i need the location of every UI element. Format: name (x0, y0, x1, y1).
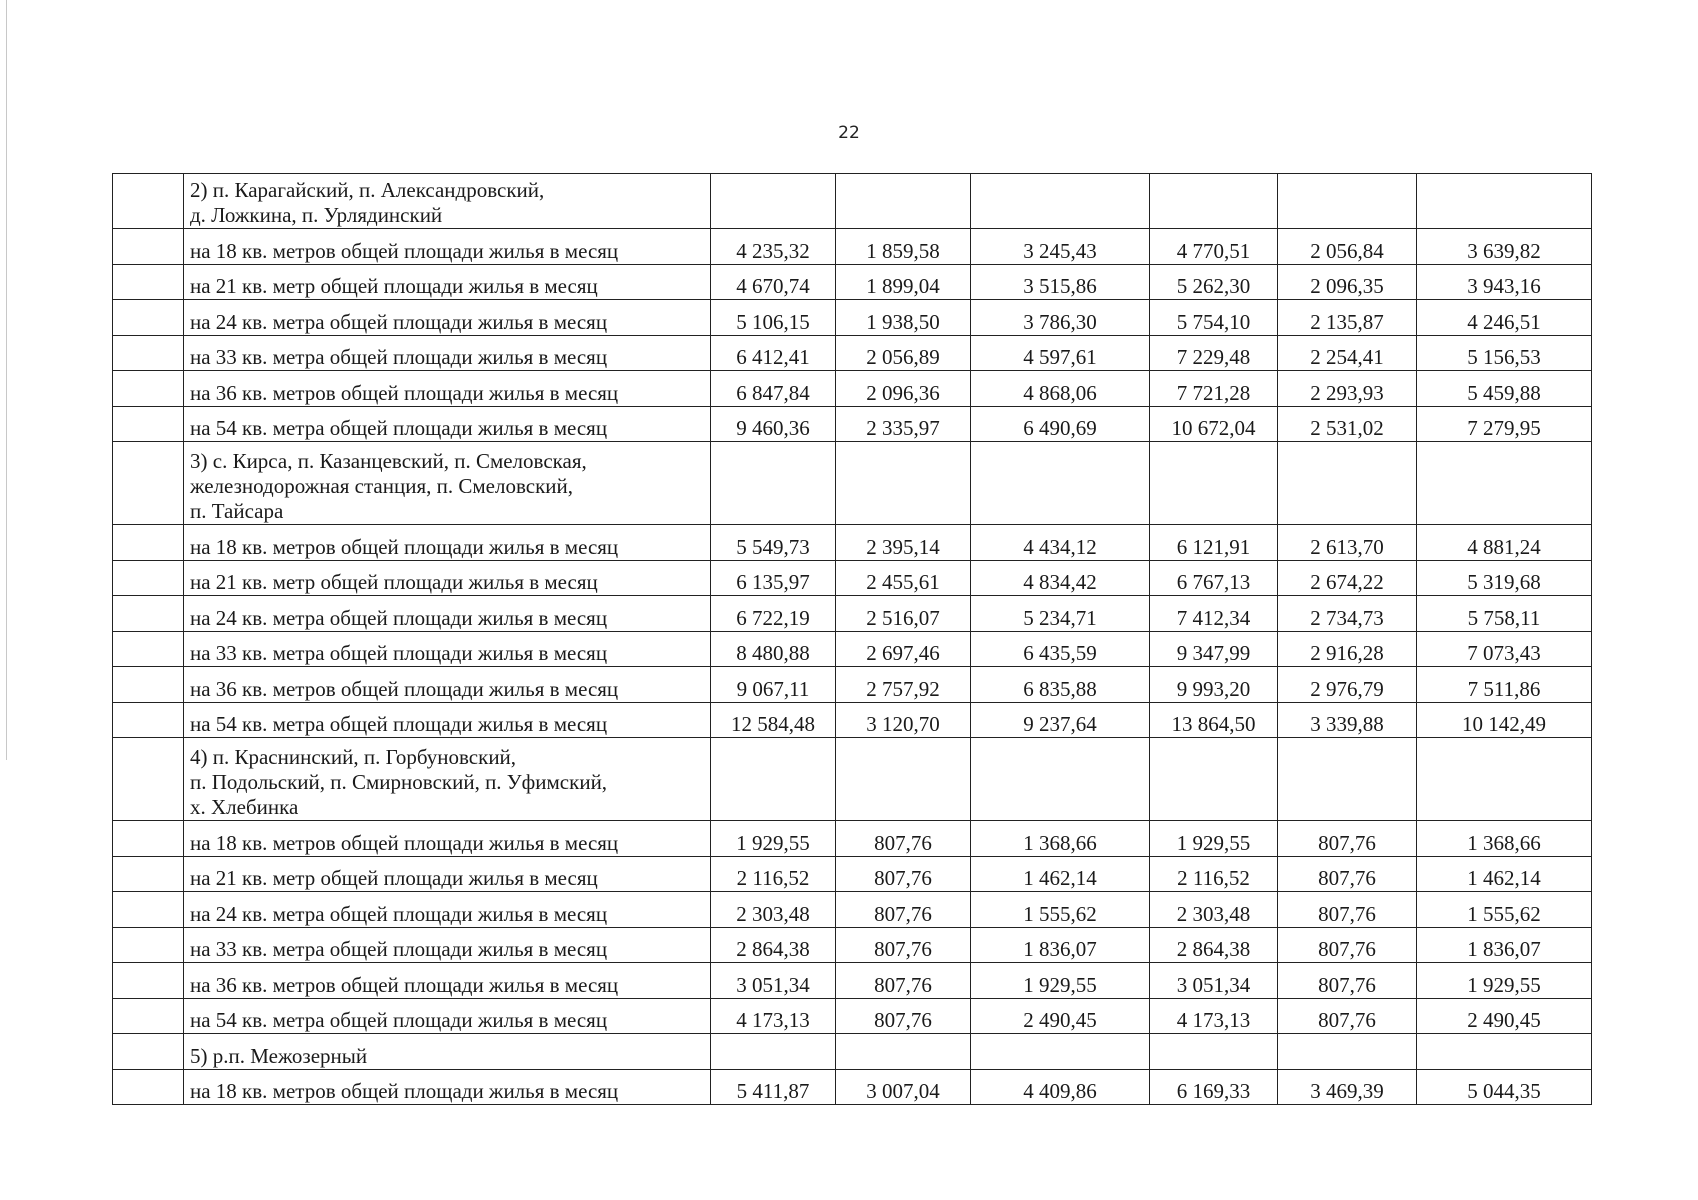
value-cell: 2 490,45 (1417, 998, 1592, 1034)
value-cell: 1 899,04 (836, 264, 971, 300)
value-cell: 1 368,66 (1417, 821, 1592, 857)
row-label-cell: на 33 кв. метра общей площади жилья в месяц (184, 335, 711, 371)
value-cell: 1 555,62 (1417, 892, 1592, 928)
value-cell: 3 120,70 (836, 702, 971, 738)
row-label-cell: на 24 кв. метра общей площади жилья в месяц (184, 596, 711, 632)
value-cell (711, 738, 836, 821)
value-cell (971, 738, 1150, 821)
table-row (113, 264, 1592, 300)
value-cell (1150, 442, 1278, 525)
value-cell: 3 051,34 (1150, 963, 1278, 999)
value-cell: 5 549,73 (711, 525, 836, 561)
row-label-cell: на 36 кв. метров общей площади жилья в месяц (184, 371, 711, 407)
group-title-cell (184, 442, 711, 525)
value-cell: 807,76 (836, 856, 971, 892)
tariff-table-body (113, 174, 1592, 1105)
value-cell: 4 246,51 (1417, 300, 1592, 336)
value-cell: 807,76 (1278, 927, 1417, 963)
table-row (113, 998, 1592, 1034)
value-cell: 2 395,14 (836, 525, 971, 561)
index-cell (113, 927, 184, 963)
index-cell (113, 667, 184, 703)
value-cell: 807,76 (1278, 856, 1417, 892)
value-cell: 1 929,55 (971, 963, 1150, 999)
row-label-cell: на 36 кв. метров общей площади жилья в месяц (184, 963, 711, 999)
table-row (113, 856, 1592, 892)
value-cell: 3 786,30 (971, 300, 1150, 336)
table-row (113, 596, 1592, 632)
index-cell (113, 998, 184, 1034)
value-cell: 6 169,33 (1150, 1069, 1278, 1105)
value-cell: 6 121,91 (1150, 525, 1278, 561)
value-cell: 807,76 (836, 821, 971, 857)
value-cell: 2 303,48 (1150, 892, 1278, 928)
group-title-line: 4) п. Краснинский, п. Горбуновский, (190, 745, 517, 769)
value-cell: 2 293,93 (1278, 371, 1417, 407)
group-title-line: п. Подольский, п. Смирновский, п. Уфимский, (190, 770, 608, 794)
table-row (113, 667, 1592, 703)
value-cell: 3 007,04 (836, 1069, 971, 1105)
row-label-cell: на 33 кв. метра общей площади жилья в месяц (184, 631, 711, 667)
value-cell: 3 339,88 (1278, 702, 1417, 738)
index-cell (113, 1034, 184, 1070)
value-cell: 2 734,73 (1278, 596, 1417, 632)
group-title-line: 2) п. Карагайский, п. Александровский, (190, 178, 545, 202)
value-cell: 3 943,16 (1417, 264, 1592, 300)
index-cell (113, 335, 184, 371)
index-cell (113, 738, 184, 821)
value-cell: 807,76 (1278, 998, 1417, 1034)
group-header-row (113, 738, 1592, 821)
value-cell: 2 916,28 (1278, 631, 1417, 667)
index-cell (113, 442, 184, 525)
group-title-line: х. Хлебинка (190, 795, 299, 819)
value-cell: 6 135,97 (711, 560, 836, 596)
row-label-cell: на 18 кв. метров общей площади жилья в месяц (184, 1069, 711, 1105)
value-cell: 6 435,59 (971, 631, 1150, 667)
value-cell: 2 455,61 (836, 560, 971, 596)
value-cell: 2 096,35 (1278, 264, 1417, 300)
value-cell (836, 174, 971, 229)
value-cell: 3 639,82 (1417, 229, 1592, 265)
value-cell (836, 1034, 971, 1070)
value-cell: 9 993,20 (1150, 667, 1278, 703)
index-cell (113, 229, 184, 265)
table-row (113, 821, 1592, 857)
value-cell: 4 235,32 (711, 229, 836, 265)
value-cell (836, 738, 971, 821)
value-cell (1417, 174, 1592, 229)
value-cell: 2 135,87 (1278, 300, 1417, 336)
row-label-cell: на 18 кв. метров общей площади жилья в месяц (184, 229, 711, 265)
value-cell: 2 303,48 (711, 892, 836, 928)
value-cell: 2 674,22 (1278, 560, 1417, 596)
value-cell: 2 116,52 (711, 856, 836, 892)
value-cell: 6 722,19 (711, 596, 836, 632)
group-title-line: д. Ложкина, п. Урлядинский (190, 203, 443, 227)
value-cell: 10 142,49 (1417, 702, 1592, 738)
value-cell: 5 234,71 (971, 596, 1150, 632)
value-cell (836, 442, 971, 525)
index-cell (113, 963, 184, 999)
group-header-row (113, 1034, 1592, 1070)
value-cell: 1 462,14 (971, 856, 1150, 892)
group-title-cell (184, 738, 711, 821)
value-cell (1150, 1034, 1278, 1070)
value-cell: 5 411,87 (711, 1069, 836, 1105)
value-cell: 2 864,38 (711, 927, 836, 963)
value-cell: 6 412,41 (711, 335, 836, 371)
value-cell: 2 056,89 (836, 335, 971, 371)
value-cell: 2 516,07 (836, 596, 971, 632)
value-cell: 2 056,84 (1278, 229, 1417, 265)
value-cell (1278, 174, 1417, 229)
value-cell: 1 938,50 (836, 300, 971, 336)
table-row (113, 560, 1592, 596)
value-cell: 4 173,13 (711, 998, 836, 1034)
index-cell (113, 300, 184, 336)
value-cell (711, 1034, 836, 1070)
index-cell (113, 371, 184, 407)
table-row (113, 1069, 1592, 1105)
value-cell: 9 460,36 (711, 406, 836, 442)
value-cell (1150, 174, 1278, 229)
value-cell: 2 976,79 (1278, 667, 1417, 703)
value-cell: 2 490,45 (971, 998, 1150, 1034)
index-cell (113, 702, 184, 738)
value-cell: 2 335,97 (836, 406, 971, 442)
group-title-line: п. Тайсара (190, 499, 284, 523)
value-cell: 2 697,46 (836, 631, 971, 667)
row-label-cell: на 18 кв. метров общей площади жилья в месяц (184, 525, 711, 561)
row-label-cell: на 18 кв. метров общей площади жилья в месяц (184, 821, 711, 857)
value-cell (711, 174, 836, 229)
value-cell: 6 847,84 (711, 371, 836, 407)
value-cell: 4 670,74 (711, 264, 836, 300)
value-cell: 1 859,58 (836, 229, 971, 265)
value-cell: 7 229,48 (1150, 335, 1278, 371)
value-cell: 6 835,88 (971, 667, 1150, 703)
value-cell: 8 480,88 (711, 631, 836, 667)
value-cell: 1 836,07 (971, 927, 1150, 963)
row-label-cell: на 21 кв. метр общей площади жилья в месяц (184, 560, 711, 596)
value-cell: 5 156,53 (1417, 335, 1592, 371)
value-cell (1417, 1034, 1592, 1070)
value-cell (711, 442, 836, 525)
row-label-cell: на 54 кв. метра общей площади жилья в месяц (184, 998, 711, 1034)
index-cell (113, 596, 184, 632)
index-cell (113, 560, 184, 596)
row-label-cell: на 24 кв. метра общей площади жилья в месяц (184, 892, 711, 928)
value-cell: 10 672,04 (1150, 406, 1278, 442)
value-cell: 2 254,41 (1278, 335, 1417, 371)
value-cell: 4 409,86 (971, 1069, 1150, 1105)
row-label-cell: на 36 кв. метров общей площади жилья в месяц (184, 667, 711, 703)
value-cell: 2 116,52 (1150, 856, 1278, 892)
value-cell: 5 106,15 (711, 300, 836, 336)
row-label-cell: на 33 кв. метра общей площади жилья в месяц (184, 927, 711, 963)
index-cell (113, 631, 184, 667)
index-cell (113, 174, 184, 229)
group-title-cell (184, 174, 711, 229)
table-row (113, 963, 1592, 999)
value-cell: 2 613,70 (1278, 525, 1417, 561)
value-cell: 5 044,35 (1417, 1069, 1592, 1105)
value-cell: 12 584,48 (711, 702, 836, 738)
value-cell: 5 262,30 (1150, 264, 1278, 300)
value-cell: 13 864,50 (1150, 702, 1278, 738)
scan-margin-line (6, 0, 7, 760)
value-cell: 3 469,39 (1278, 1069, 1417, 1105)
table-row (113, 300, 1592, 336)
value-cell: 6 490,69 (971, 406, 1150, 442)
value-cell: 1 929,55 (1417, 963, 1592, 999)
page-number: 22 (838, 123, 860, 143)
value-cell: 5 319,68 (1417, 560, 1592, 596)
value-cell: 2 757,92 (836, 667, 971, 703)
table-row (113, 702, 1592, 738)
value-cell: 6 767,13 (1150, 560, 1278, 596)
table-row (113, 406, 1592, 442)
value-cell: 1 368,66 (971, 821, 1150, 857)
value-cell (1417, 442, 1592, 525)
table-row (113, 631, 1592, 667)
table-row (113, 892, 1592, 928)
value-cell: 3 515,86 (971, 264, 1150, 300)
index-cell (113, 525, 184, 561)
group-title-line: железнодорожная станция, п. Смеловский, (190, 474, 574, 498)
index-cell (113, 1069, 184, 1105)
value-cell: 9 347,99 (1150, 631, 1278, 667)
value-cell: 7 511,86 (1417, 667, 1592, 703)
value-cell (971, 1034, 1150, 1070)
value-cell: 4 597,61 (971, 335, 1150, 371)
row-label-cell: на 24 кв. метра общей площади жилья в месяц (184, 300, 711, 336)
index-cell (113, 892, 184, 928)
value-cell (1150, 738, 1278, 821)
group-title-line: 3) с. Кирса, п. Казанцевский, п. Смеловская, (190, 449, 587, 473)
value-cell (971, 174, 1150, 229)
value-cell: 4 434,12 (971, 525, 1150, 561)
index-cell (113, 821, 184, 857)
value-cell: 7 721,28 (1150, 371, 1278, 407)
value-cell: 3 245,43 (971, 229, 1150, 265)
group-header-row (113, 442, 1592, 525)
value-cell (1278, 1034, 1417, 1070)
table-row (113, 229, 1592, 265)
value-cell: 807,76 (836, 998, 971, 1034)
value-cell: 4 770,51 (1150, 229, 1278, 265)
index-cell (113, 856, 184, 892)
value-cell (1278, 738, 1417, 821)
value-cell: 4 834,42 (971, 560, 1150, 596)
index-cell (113, 406, 184, 442)
value-cell: 1 929,55 (711, 821, 836, 857)
value-cell: 1 462,14 (1417, 856, 1592, 892)
value-cell: 807,76 (1278, 892, 1417, 928)
table-row (113, 525, 1592, 561)
value-cell: 807,76 (836, 892, 971, 928)
row-label-cell: на 54 кв. метра общей площади жилья в месяц (184, 702, 711, 738)
group-title-line: 5) р.п. Межозерный (190, 1043, 368, 1068)
group-title-cell (184, 1034, 711, 1070)
row-label-cell: на 21 кв. метр общей площади жилья в месяц (184, 856, 711, 892)
value-cell: 2 531,02 (1278, 406, 1417, 442)
value-cell: 2 864,38 (1150, 927, 1278, 963)
value-cell (1278, 442, 1417, 525)
value-cell: 3 051,34 (711, 963, 836, 999)
value-cell: 807,76 (836, 963, 971, 999)
value-cell (1417, 738, 1592, 821)
row-label-cell: на 54 кв. метра общей площади жилья в месяц (184, 406, 711, 442)
value-cell: 7 279,95 (1417, 406, 1592, 442)
value-cell: 9 237,64 (971, 702, 1150, 738)
value-cell: 9 067,11 (711, 667, 836, 703)
index-cell (113, 264, 184, 300)
row-label-cell: на 21 кв. метр общей площади жилья в месяц (184, 264, 711, 300)
value-cell: 1 555,62 (971, 892, 1150, 928)
value-cell: 7 073,43 (1417, 631, 1592, 667)
value-cell: 807,76 (836, 927, 971, 963)
value-cell: 5 459,88 (1417, 371, 1592, 407)
value-cell: 5 758,11 (1417, 596, 1592, 632)
table-row (113, 335, 1592, 371)
value-cell: 4 173,13 (1150, 998, 1278, 1034)
value-cell: 5 754,10 (1150, 300, 1278, 336)
group-header-row (113, 174, 1592, 229)
table-row (113, 371, 1592, 407)
value-cell: 4 868,06 (971, 371, 1150, 407)
value-cell: 2 096,36 (836, 371, 971, 407)
table-row (113, 927, 1592, 963)
value-cell: 807,76 (1278, 821, 1417, 857)
value-cell: 7 412,34 (1150, 596, 1278, 632)
value-cell: 4 881,24 (1417, 525, 1592, 561)
value-cell: 807,76 (1278, 963, 1417, 999)
tariff-table (112, 173, 1592, 1105)
value-cell (971, 442, 1150, 525)
value-cell: 1 929,55 (1150, 821, 1278, 857)
value-cell: 1 836,07 (1417, 927, 1592, 963)
